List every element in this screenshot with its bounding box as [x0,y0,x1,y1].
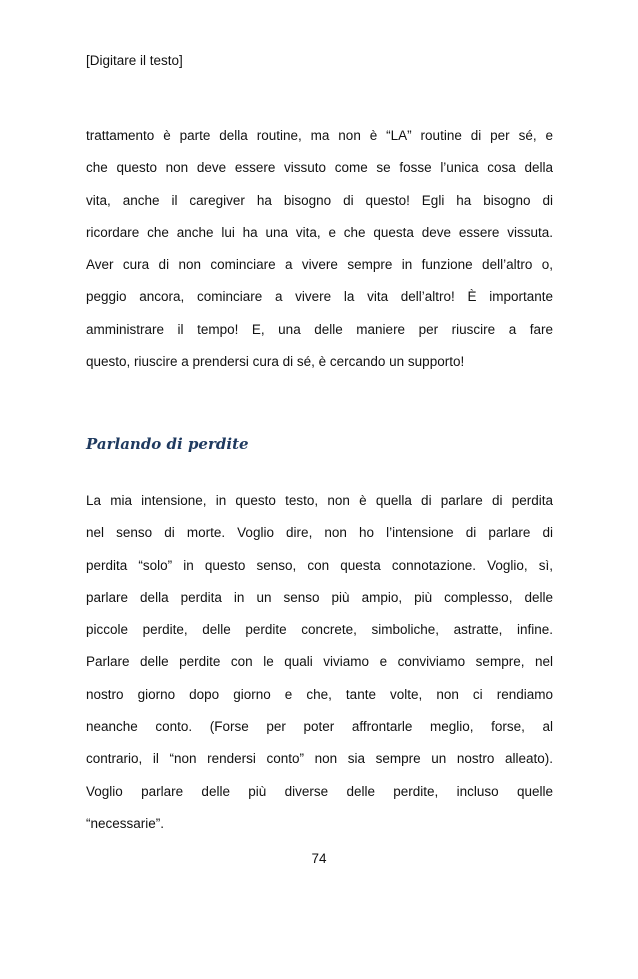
text-line: amministrare il tempo! E, una delle maniere per riuscire a fare [86,321,553,337]
text-line: parlare della perdita in un senso più ampio, più complesso, delle [86,589,553,605]
text-line: nostro giorno dopo giorno e che, tante volte, non ci rendiamo [86,686,553,702]
text-line: “necessarie”. [86,815,165,831]
text-line: Voglio parlare delle più diverse delle perdite, incluso quelle [86,783,553,799]
text-line: ricordare che anche lui ha una vita, e che questa deve essere vissuta. [86,224,553,240]
text-line: questo, riuscire a prendersi cura di sé, è cercando un supporto! [86,354,465,370]
text-line: contrario, il “non rendersi conto” non sia sempre un nostro alleato). [86,751,553,767]
text-line: peggio ancora, cominciare a vivere la vita dell’altro! È importante [86,289,553,305]
text-line: che questo non deve essere vissuto come se fosse l’unica cosa della [86,160,553,176]
page-header: [Digitare il testo] [86,53,183,68]
text-line: Parlare delle perdite con le quali viviamo e conviviamo sempre, nel [86,654,553,670]
paragraph-routine [86,120,553,378]
text-line: piccole perdite, delle perdite concrete, simboliche, astratte, infine. [86,622,553,638]
section-heading: Parlando di perdite [86,435,249,453]
paragraph-perdite [86,485,553,840]
text-line: Aver cura di non cominciare a vivere sempre in funzione dell’altro o, [86,257,553,273]
text-line: nel senso di morte. Voglio dire, non ho l’intensione di parlare di [86,525,553,541]
text-line: neanche conto. (Forse per poter affrontarle meglio, forse, al [86,719,553,735]
text-line: vita, anche il caregiver ha bisogno di questo! Egli ha bisogno di [86,192,553,208]
text-line: La mia intensione, in questo testo, non è quella di parlare di perdita [86,493,553,508]
text-line: perdita “solo” in questo senso, con questa connotazione. Voglio, sì, [86,557,553,573]
text-line: trattamento è parte della routine, ma non è “LA” routine di per sé, e [86,128,553,143]
page-number: 74 [311,851,327,866]
